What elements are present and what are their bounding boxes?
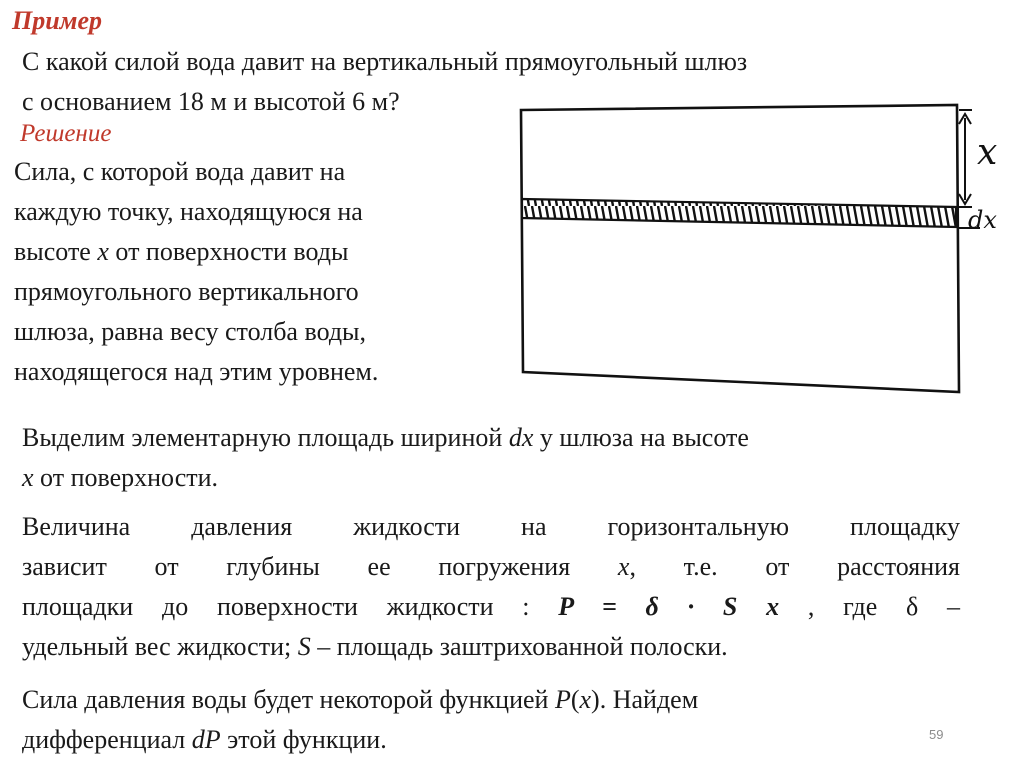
left-line-6: находящегося над этим уровнем.	[14, 357, 379, 386]
p4-line-1: Сила давления воды будет некоторой функцией P(x). Найдем	[22, 685, 699, 714]
p3-line-2: зависит от глубины ее погружения x, т.е. от расстояния	[22, 552, 960, 581]
p2-line-1: Выделим элементарную площадь шириной dx у шлюза на высоте	[22, 423, 749, 452]
paragraph-differential	[22, 680, 922, 760]
left-line-2: каждую точку, находящуюся на	[14, 197, 363, 226]
sluice-rectangle	[521, 105, 959, 392]
var-x: x	[97, 237, 109, 266]
left-line-1: Сила, с которой вода давит на	[14, 157, 346, 186]
label-x: x	[977, 132, 998, 173]
p3-line-1: Величина давления жидкости на горизонтальную площадку	[22, 512, 960, 541]
p3-line-3: площадки до поверхности жидкости : P = δ · S x , где δ –	[22, 592, 961, 621]
p2-line-2: x от поверхности.	[22, 463, 219, 492]
sluice-diagram	[510, 96, 1020, 396]
p3-line-4: удельный вес жидкости; S – площадь заштрихованной полоски.	[22, 632, 728, 661]
label-dx: dx	[968, 206, 997, 234]
hatched-strip	[522, 199, 956, 227]
solution-heading: Решение	[20, 120, 112, 147]
page-number: 59	[929, 727, 944, 742]
left-line-5: шлюза, равна весу столба воды,	[14, 317, 367, 346]
paragraph-pressure	[22, 507, 960, 667]
left-line-4: прямоугольного вертикального	[14, 277, 359, 306]
question-line-1: С какой силой вода давит на вертикальный прямоугольный шлюз	[22, 47, 748, 76]
formula: P = δ · S x	[558, 592, 780, 621]
question-line-2: с основанием 18 м и высотой 6 м?	[22, 87, 400, 116]
left-paragraph	[14, 152, 514, 392]
p4-line-2: дифференциал dP этой функции.	[22, 725, 387, 754]
paragraph-elementary-area	[22, 418, 1002, 498]
left-line-3: высоте x от поверхности воды	[14, 237, 349, 266]
example-heading: Пример	[12, 6, 103, 35]
